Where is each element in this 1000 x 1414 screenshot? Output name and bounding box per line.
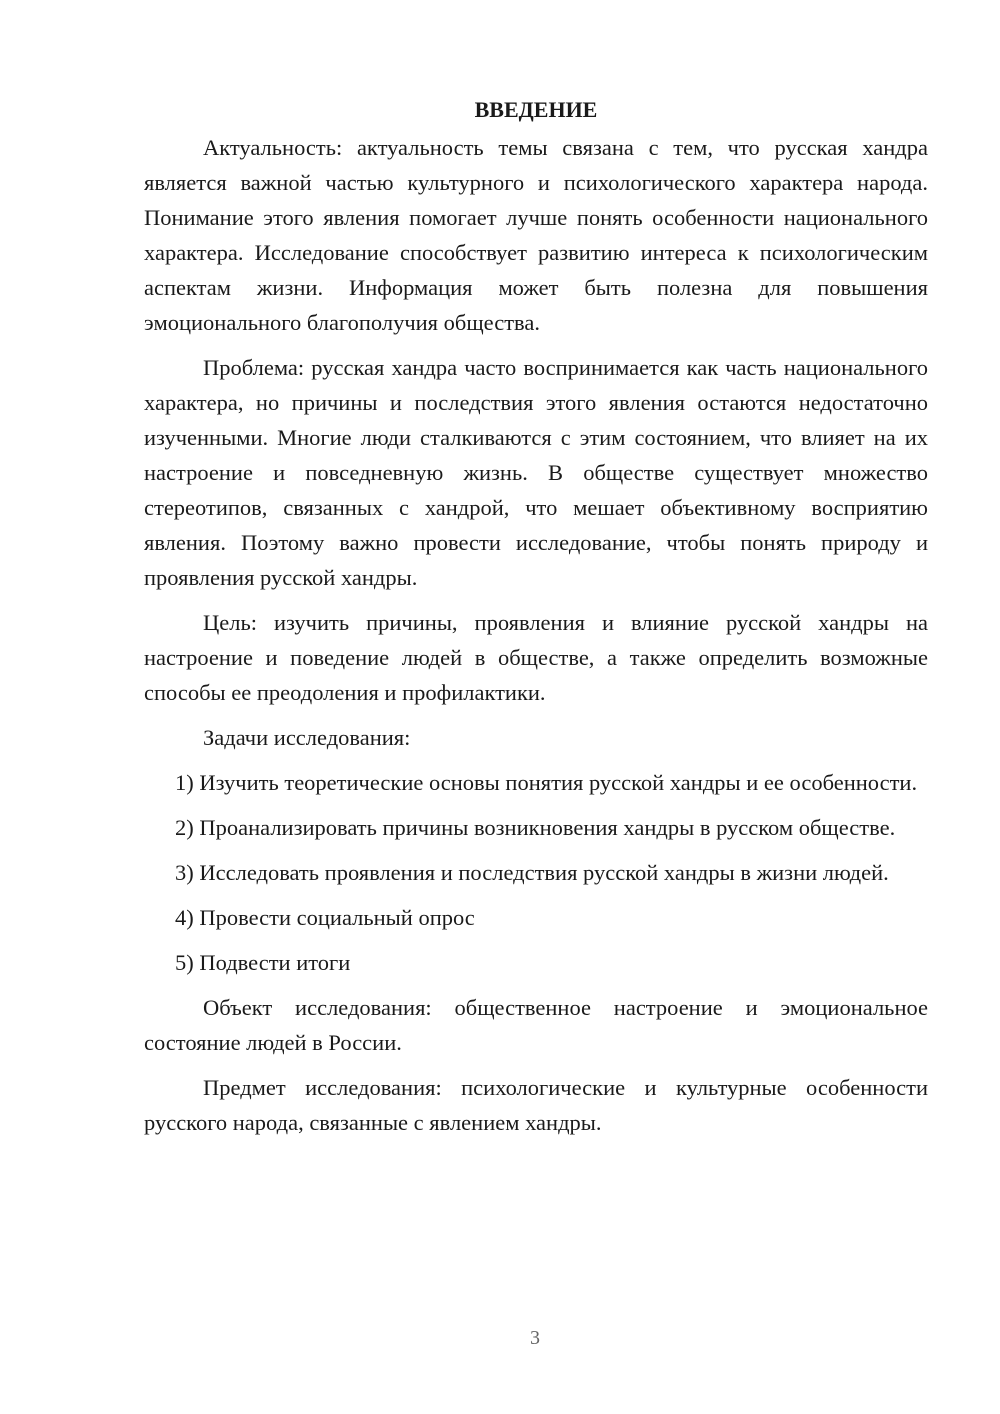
list-item: 4) Провести социальный опрос: [175, 905, 475, 930]
paragraph-object: Объект исследования: общественное настроение и эмоциональное состояние людей в России.: [144, 995, 928, 1055]
tasks-heading: Задачи исследования:: [203, 725, 411, 750]
paragraph-problem: Проблема: русская хандра часто воспринимается как часть национального характера, но причины и последствия этого явления остаются недостаточно изученными. Многие люди сталкиваются с этим состоянием, что влияет на их настроение и повседневную жизнь. В обществе существует множество стереотипов, связанных с хандрой, что мешает объективному восприятию явления. Поэтому важно провести исследование, чтобы понять природу и проявления русской хандры.: [144, 355, 928, 590]
paragraph-relevance: Актуальность: актуальность темы связана с тем, что русская хандра является важной частью культурного и психологического характера народа. Понимание этого явления помогает лучше понять особенности национального характера. Исследование способствует развитию интереса к психологическим аспектам жизни. Информация может быть полезна для повышения эмоционального благополучия общества.: [144, 135, 928, 335]
paragraph-subject: Предмет исследования: психологические и культурные особенности русского народа, связанные с явлением хандры.: [144, 1075, 928, 1135]
document-page: [144, 92, 928, 1140]
page-title: ВВЕДЕНИЕ: [474, 97, 598, 122]
list-item: 5) Подвести итоги: [175, 950, 351, 975]
list-item: 2) Проанализировать причины возникновения хандры в русском обществе.: [175, 815, 896, 840]
page-number: 3: [530, 1327, 540, 1349]
list-item: 3) Исследовать проявления и последствия русской хандры в жизни людей.: [175, 860, 889, 885]
tasks-list: [144, 765, 928, 980]
paragraph-goal: Цель: изучить причины, проявления и влияние русской хандры на настроение и поведение людей в обществе, а также определить возможные способы ее преодоления и профилактики.: [144, 610, 928, 705]
list-item: 1) Изучить теоретические основы понятия русской хандры и ее особенности.: [175, 770, 918, 795]
